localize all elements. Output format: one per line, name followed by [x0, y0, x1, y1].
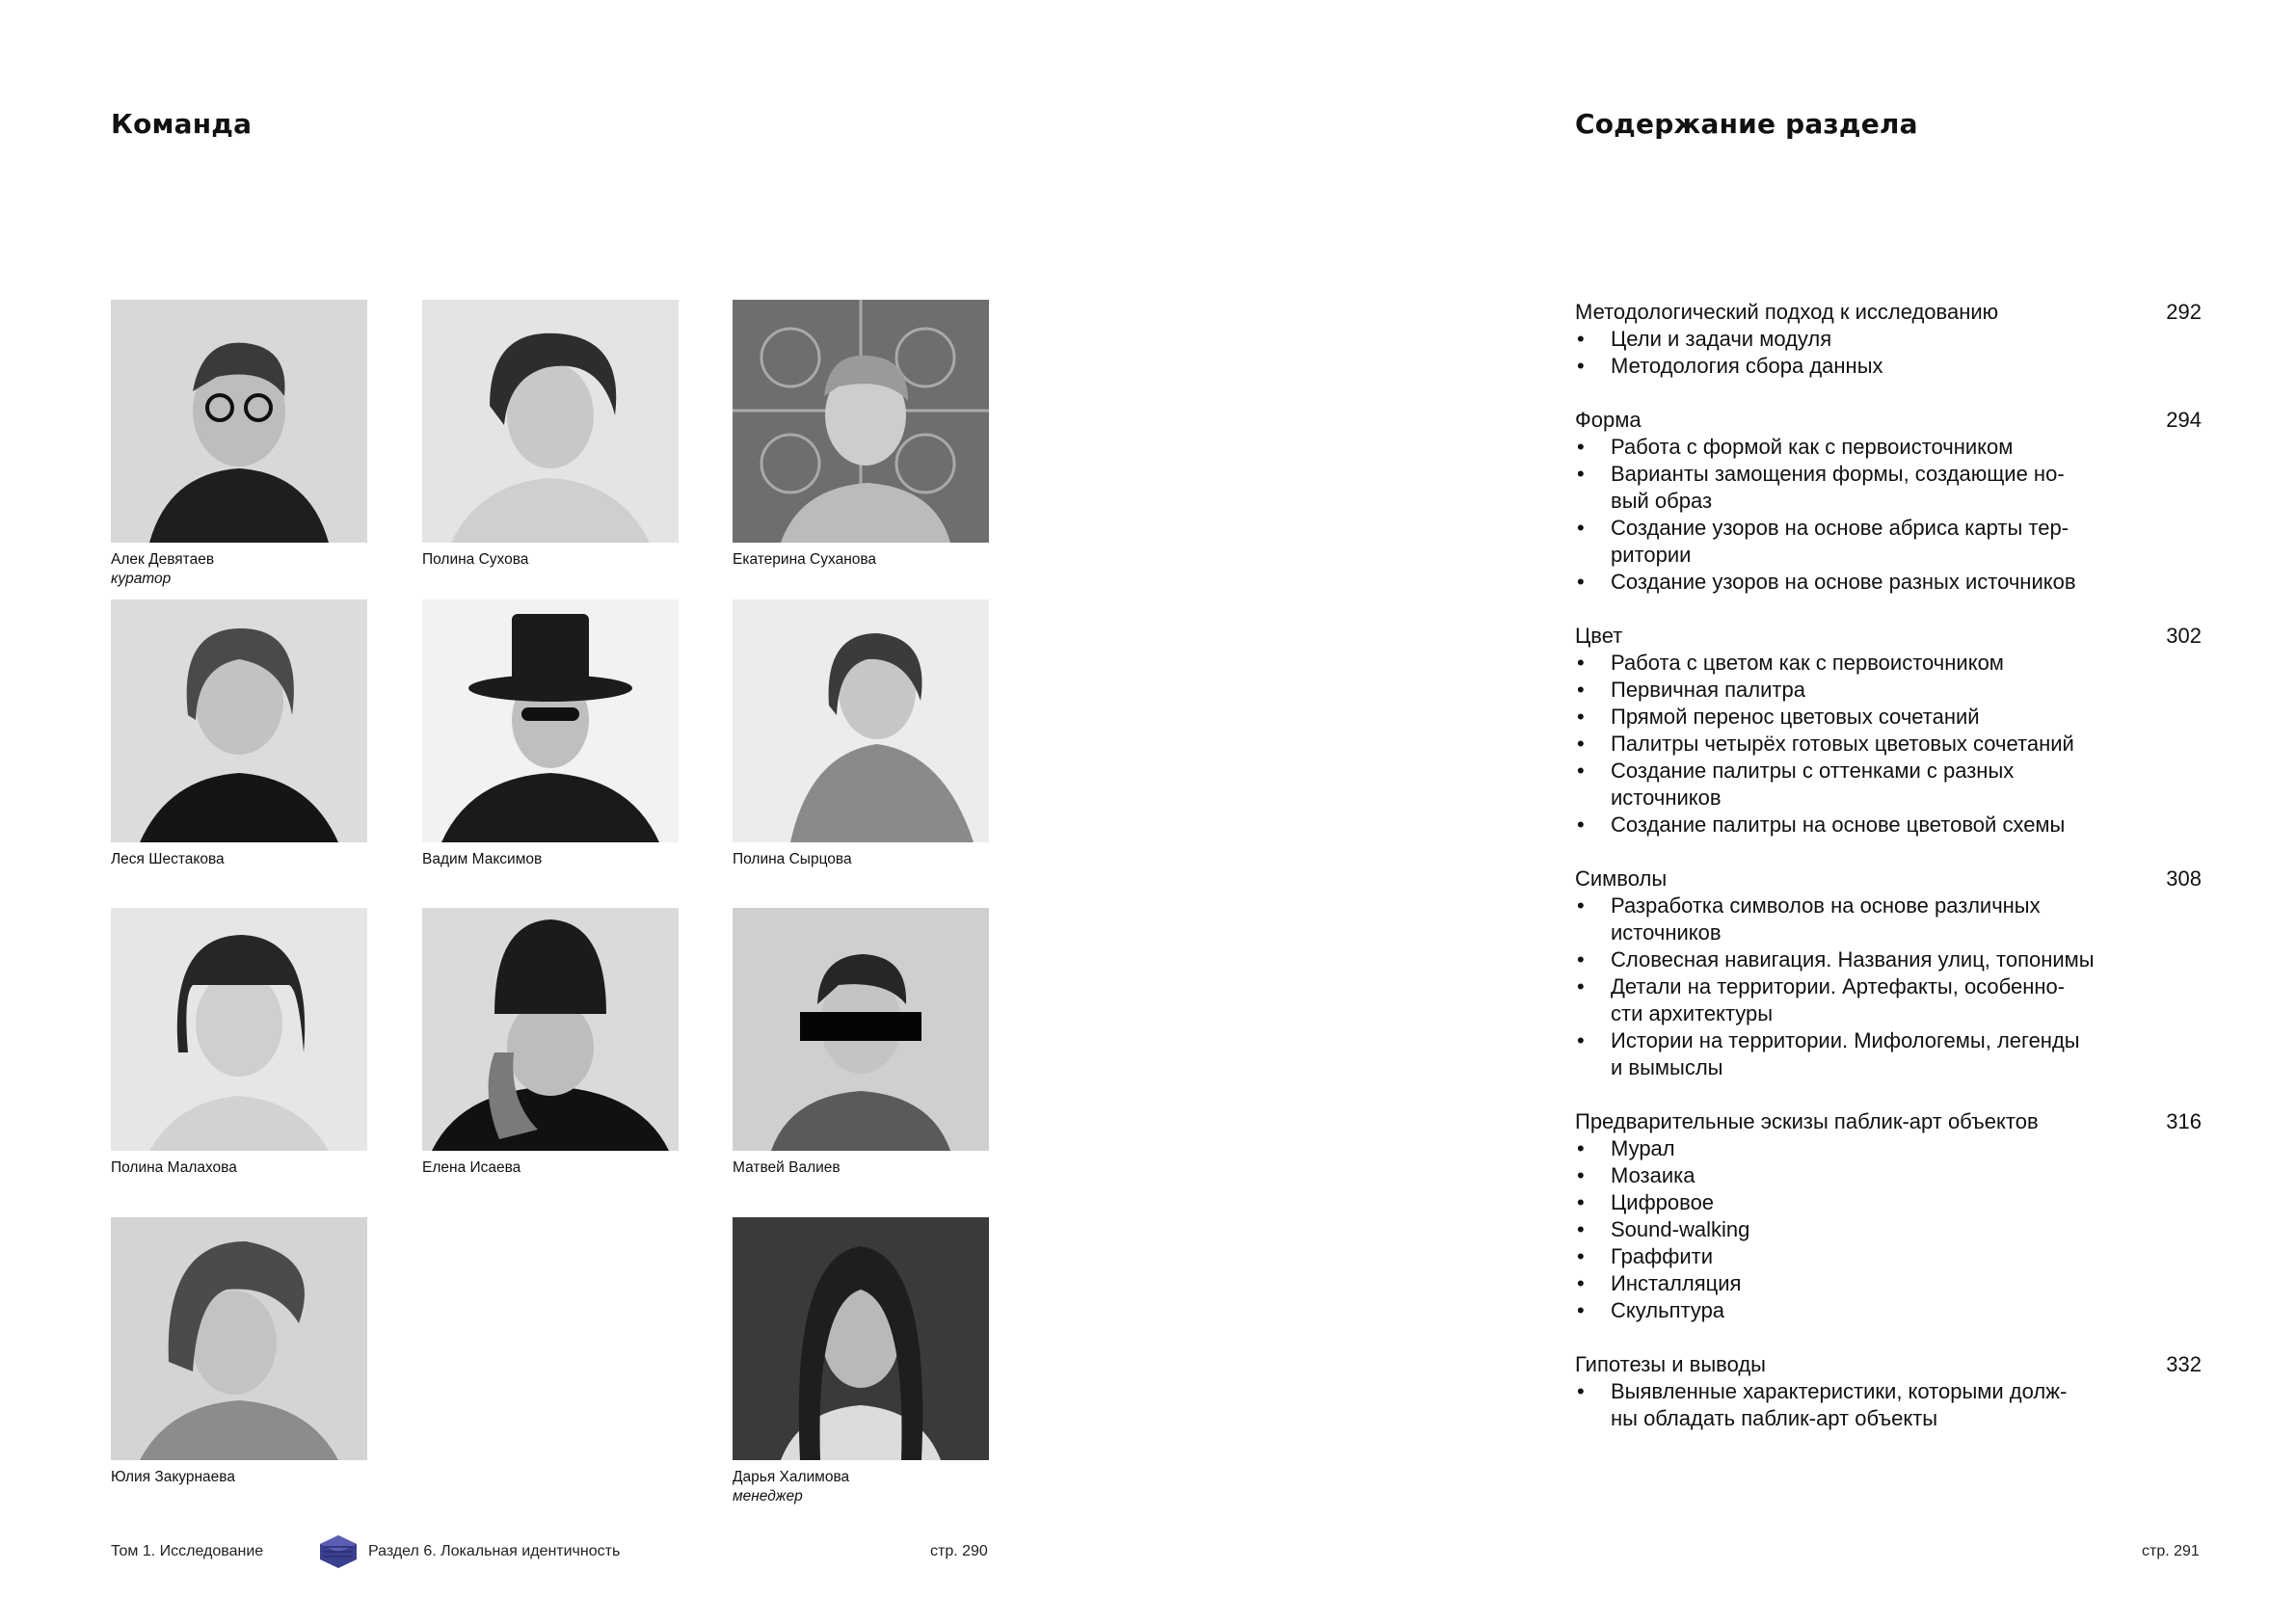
member-card — [111, 300, 367, 589]
contents-title: Содержание раздела — [1575, 108, 1918, 140]
toc-item[interactable] — [1575, 704, 2112, 731]
toc-item[interactable] — [1575, 569, 2112, 596]
toc-item[interactable] — [1575, 353, 2112, 380]
toc-section-heading[interactable] — [1575, 623, 2202, 650]
toc-item-label: Первичная палитра — [1611, 678, 1805, 702]
toc-section — [1575, 1108, 2202, 1324]
toc-item[interactable] — [1575, 1135, 2112, 1162]
toc-item[interactable] — [1575, 946, 2112, 973]
toc-item-label: Мозаика — [1611, 1163, 1695, 1187]
member-card — [422, 300, 679, 570]
toc-section-title: Символы — [1575, 866, 1668, 891]
toc-section — [1575, 865, 2202, 1081]
toc-item-list — [1575, 434, 2202, 596]
member-name: Вадим Максимов — [422, 851, 543, 867]
member-photo — [733, 300, 989, 543]
member-photo — [111, 599, 367, 842]
bullet-icon: • — [1577, 1190, 1585, 1214]
member-name: Елена Исаева — [422, 1159, 521, 1176]
toc-item[interactable] — [1575, 1378, 2112, 1432]
member-name: Екатерина Суханова — [733, 551, 877, 568]
toc-section-heading[interactable] — [1575, 407, 2202, 434]
member-name: Полина Малахова — [111, 1159, 237, 1176]
bullet-icon: • — [1577, 947, 1585, 972]
toc-item[interactable] — [1575, 812, 2112, 839]
toc-item-label: Прямой перенос цветовых сочетаний — [1611, 705, 1980, 729]
member-photo — [733, 1217, 989, 1460]
member-card — [733, 1217, 989, 1506]
toc-section-heading[interactable] — [1575, 865, 2202, 892]
toc-item-label: Словесная навигация. Названия улиц, топонимы — [1611, 947, 2095, 972]
toc-section — [1575, 1351, 2202, 1432]
bullet-icon: • — [1577, 1163, 1585, 1187]
toc-section-heading[interactable] — [1575, 1108, 2202, 1135]
toc-item-label: Работа с формой как с первоисточником — [1611, 435, 2014, 459]
right-page — [1148, 0, 2296, 1624]
toc-item[interactable] — [1575, 650, 2112, 677]
toc-item-label: Создание узоров на основе абриса карты тер- ритории — [1611, 516, 2069, 567]
member-card — [111, 908, 367, 1178]
toc-section — [1575, 623, 2202, 839]
footer-section-label: Раздел 6. Локальная идентичность — [368, 1543, 621, 1559]
toc-item-label: Детали на территории. Артефакты, особенно- сти архитектуры — [1611, 974, 2066, 1025]
toc-page-number: 294 — [2166, 408, 2202, 432]
toc-item-list — [1575, 650, 2202, 839]
toc-item-label: Разработка символов на основе различных источников — [1611, 893, 2041, 945]
toc-item[interactable] — [1575, 1189, 2112, 1216]
toc-item[interactable] — [1575, 892, 2112, 946]
toc-item-list — [1575, 1378, 2202, 1432]
toc-item[interactable] — [1575, 1027, 2112, 1081]
bullet-icon: • — [1577, 1298, 1585, 1322]
member-name: Юлия Закурнаева — [111, 1469, 235, 1485]
toc-item-label: Инсталляция — [1611, 1271, 1742, 1295]
bullet-icon: • — [1577, 1379, 1585, 1403]
member-name: Леся Шестакова — [111, 851, 225, 867]
toc-section-title: Методологический подход к исследованию — [1575, 300, 1999, 324]
toc-item[interactable] — [1575, 434, 2112, 461]
bullet-icon: • — [1577, 435, 1585, 459]
toc-item-label: Цели и задачи модуля — [1611, 327, 1832, 351]
toc-item-label: Цифровое — [1611, 1190, 1715, 1214]
member-card — [422, 908, 679, 1178]
toc-item-label: Методология сбора данных — [1611, 354, 1883, 378]
toc-section — [1575, 299, 2202, 380]
member-photo — [733, 599, 989, 842]
toc-item[interactable] — [1575, 1162, 2112, 1189]
bullet-icon: • — [1577, 1217, 1585, 1241]
member-name: Алек Девятаев — [111, 551, 215, 568]
table-of-contents — [1575, 299, 2202, 1459]
bullet-icon: • — [1577, 974, 1585, 998]
toc-item-label: Палитры четырёх готовых цветовых сочетаний — [1611, 732, 2074, 756]
toc-item[interactable] — [1575, 758, 2112, 812]
toc-section-title: Цвет — [1575, 624, 1623, 648]
member-card — [733, 908, 989, 1178]
toc-item-label: Истории на территории. Мифологемы, легенды и вымыслы — [1611, 1028, 2080, 1079]
bullet-icon: • — [1577, 893, 1585, 918]
toc-item[interactable] — [1575, 1297, 2112, 1324]
bullet-icon: • — [1577, 516, 1585, 540]
bullet-icon: • — [1577, 1136, 1585, 1160]
toc-page-number: 302 — [2166, 624, 2202, 648]
toc-item-label: Sound-walking — [1611, 1217, 1750, 1241]
toc-item-label: Создание палитры на основе цветовой схемы — [1611, 812, 2066, 837]
toc-page-number: 292 — [2166, 300, 2202, 324]
team-title: Команда — [111, 108, 253, 140]
toc-section-title: Предварительные эскизы паблик-арт объектов — [1575, 1109, 2039, 1133]
toc-item-label: Выявленные характеристики, которыми долж- ны обладать паблик-арт объекты — [1611, 1379, 2068, 1430]
toc-item-label: Варианты замощения формы, создающие но- вый образ — [1611, 462, 2065, 513]
toc-item-label: Создание узоров на основе разных источников — [1611, 570, 2076, 594]
toc-item[interactable] — [1575, 731, 2112, 758]
toc-section-heading[interactable] — [1575, 299, 2202, 326]
toc-item-list — [1575, 892, 2202, 1081]
member-role: менеджер — [733, 1488, 803, 1504]
toc-item[interactable] — [1575, 1216, 2112, 1243]
member-name: Дарья Халимова — [733, 1469, 850, 1485]
bullet-icon: • — [1577, 327, 1585, 351]
toc-item-label: Скульптура — [1611, 1298, 1725, 1322]
member-photo — [422, 599, 679, 842]
toc-item-label: Мурал — [1611, 1136, 1675, 1160]
page-number-right: стр. 291 — [2142, 1543, 2200, 1559]
page-number-left: стр. 290 — [930, 1543, 988, 1559]
toc-section-title: Форма — [1575, 408, 1642, 432]
member-card — [111, 1217, 367, 1487]
member-name: Матвей Валиев — [733, 1159, 841, 1176]
bullet-icon: • — [1577, 678, 1585, 702]
bullet-icon: • — [1577, 759, 1585, 783]
member-card — [733, 599, 989, 869]
toc-item-label: Работа с цветом как с первоисточником — [1611, 651, 2004, 675]
bullet-icon: • — [1577, 570, 1585, 594]
toc-item[interactable] — [1575, 973, 2112, 1027]
toc-section — [1575, 407, 2202, 596]
member-card — [733, 300, 989, 570]
bullet-icon: • — [1577, 1028, 1585, 1052]
member-card — [111, 599, 367, 869]
bullet-icon: • — [1577, 651, 1585, 675]
toc-item[interactable] — [1575, 326, 2112, 353]
member-name: Полина Сырцова — [733, 851, 852, 867]
member-role: куратор — [111, 571, 172, 587]
toc-section-title: Гипотезы и выводы — [1575, 1352, 1766, 1376]
member-card — [422, 599, 679, 869]
bullet-icon: • — [1577, 732, 1585, 756]
toc-section-heading[interactable] — [1575, 1351, 2202, 1378]
bullet-icon: • — [1577, 1244, 1585, 1268]
toc-item-list — [1575, 326, 2202, 380]
member-photo — [733, 908, 989, 1151]
member-photo — [422, 908, 679, 1151]
footer-section — [318, 1533, 620, 1570]
bullet-icon: • — [1577, 462, 1585, 486]
member-photo — [111, 300, 367, 543]
bullet-icon: • — [1577, 705, 1585, 729]
toc-item[interactable] — [1575, 515, 2112, 569]
toc-item-list — [1575, 1135, 2202, 1324]
toc-item-label: Граффити — [1611, 1244, 1714, 1268]
bullet-icon: • — [1577, 354, 1585, 378]
toc-item[interactable] — [1575, 677, 2112, 704]
member-photo — [111, 1217, 367, 1460]
toc-item[interactable] — [1575, 1270, 2112, 1297]
section-logo-icon — [318, 1533, 359, 1570]
footer-volume: Том 1. Исследование — [111, 1543, 264, 1559]
member-photo — [111, 908, 367, 1151]
toc-item[interactable] — [1575, 1243, 2112, 1270]
bullet-icon: • — [1577, 812, 1585, 837]
toc-item[interactable] — [1575, 461, 2112, 515]
toc-page-number: 308 — [2166, 866, 2202, 891]
member-photo — [422, 300, 679, 543]
bullet-icon: • — [1577, 1271, 1585, 1295]
toc-item-label: Создание палитры с оттенками с разных источников — [1611, 759, 2015, 810]
toc-page-number: 332 — [2166, 1352, 2202, 1376]
member-name: Полина Сухова — [422, 551, 529, 568]
toc-page-number: 316 — [2166, 1109, 2202, 1133]
